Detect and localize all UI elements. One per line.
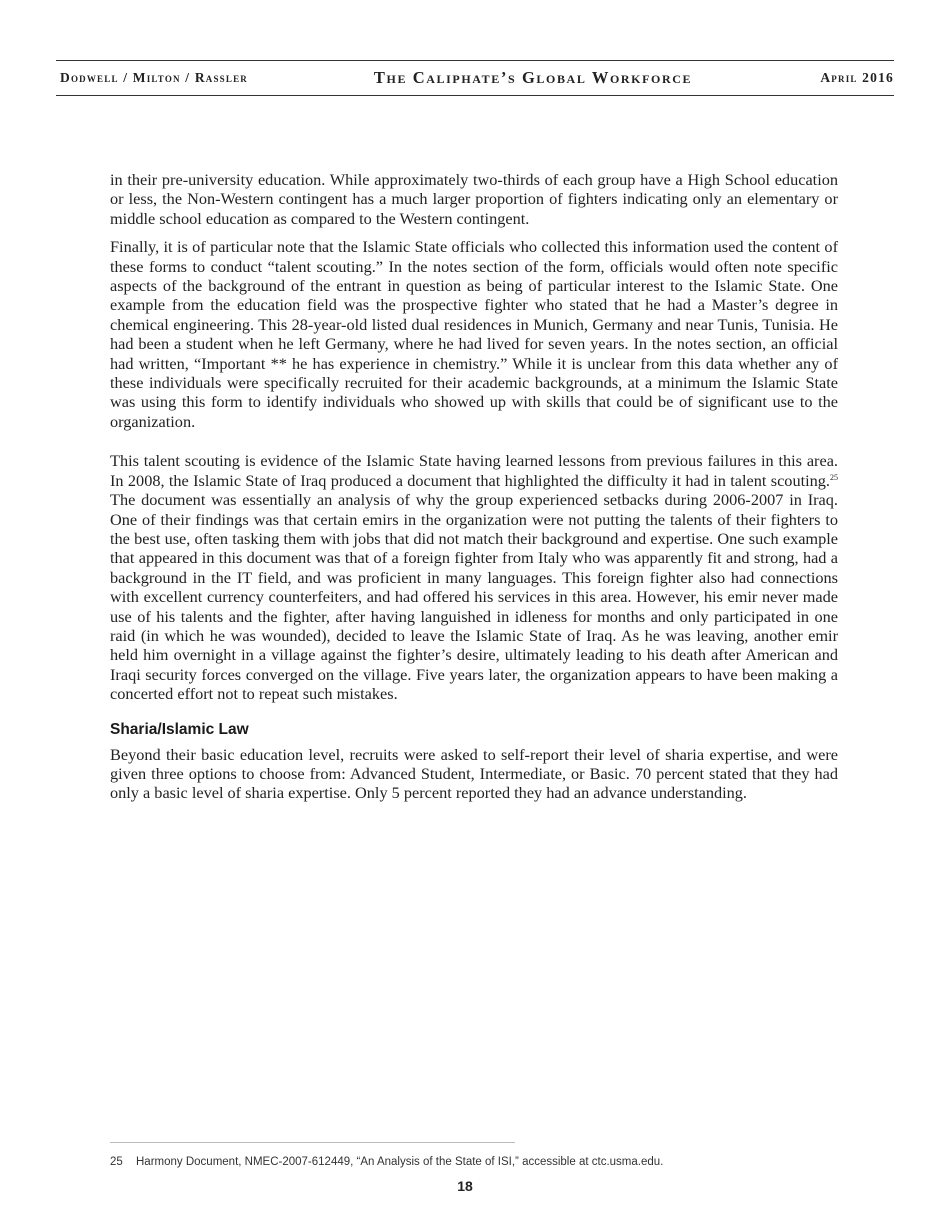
paragraph-text: The document was essentially an analysis of why the group experienced setbacks during 2006-2007 in Iraq. One of their findings was that certain emirs in the organization were not putting the talents of their fighters to the best use, often tasking them with jobs that did not match their background and expertise. One such example that appeared in this document was that of a foreign fighter from Italy who was apparently fit and strong, had a background in the IT field, and was proficient in many languages. This foreign fighter also had connections with excellent currency counterfeiters, and had offered his services in this area. However, his emir never made use of his talents and the fighter, after having languished in idleness for months and only participated in one raid (in which he was wounded), decided to leave the Islamic State of Iraq. As he was leaving, another emir held him overnight in a village against the fighter’s desire, ultimately leading to his death after American and Iraqi security forces converged on the village. Five years later, the organization appears to have been making a concerted effort not to repeat such mistakes. xyxy=(110,490,838,704)
header-bottom-rule xyxy=(56,95,894,96)
paragraph: in their pre-university education. While approximately two-thirds of each group have a High School education or less, the Non-Western contingent has a much larger proportion of fighters indicating only an elementary or middle school education as compared to the Western contingent. xyxy=(110,170,838,228)
footnote xyxy=(110,1154,850,1170)
page-number: 18 xyxy=(457,1178,473,1194)
header-authors: Dodwell / Milton / Rassler xyxy=(60,70,248,85)
footnote-reference: 25 xyxy=(830,472,838,482)
header-top-rule xyxy=(56,60,894,61)
paragraph-text: This talent scouting is evidence of the Islamic State having learned lessons from previous failures in this area. In 2008, the Islamic State of Iraq produced a document that highlighted the difficulty it had in talent scouting. xyxy=(110,451,838,490)
section-heading: Sharia/Islamic Law xyxy=(110,720,249,738)
header-date: April 2016 xyxy=(820,70,894,85)
footnote-divider xyxy=(110,1142,515,1143)
paragraph: Beyond their basic education level, recruits were asked to self-report their level of sharia expertise, and were given three options to choose from: Advanced Student, Intermediate, or Basic. 70 percent stated that they had only a basic level of sharia expertise. Only 5 percent reported they had an advance understanding. xyxy=(110,744,838,803)
header-title: The Caliphate’s Global Workforce xyxy=(373,68,693,87)
paragraph xyxy=(110,451,838,703)
body-text xyxy=(110,170,838,812)
footnote-text: Harmony Document, NMEC-2007-612449, “An Analysis of the State of ISI,” accessible at ctc.usma.edu. xyxy=(136,1156,664,1168)
paragraph: Finally, it is of particular note that the Islamic State officials who collected this information used the content of these forms to conduct “talent scouting.” In the notes section of the form, officials would often note specific aspects of the background of the entrant in question as being of particular interest to the Islamic State. One example from the education field was the prospective fighter who stated that he had a Master’s degree in chemical engineering. This 28-year-old listed dual residences in Munich, Germany and near Tunis, Tunisia. He had been a student when he left Germany, where he had lived for seven years. In the notes section, an official had written, “Important ** he has experience in chemistry.” While it is unclear from this data whether any of these individuals were specifically recruited for their academic backgrounds, at a minimum the Islamic State was using this form to identify individuals who showed up with skills that could be of significant use to the organization. xyxy=(110,237,838,431)
footnote-number: 25 xyxy=(110,1156,123,1168)
